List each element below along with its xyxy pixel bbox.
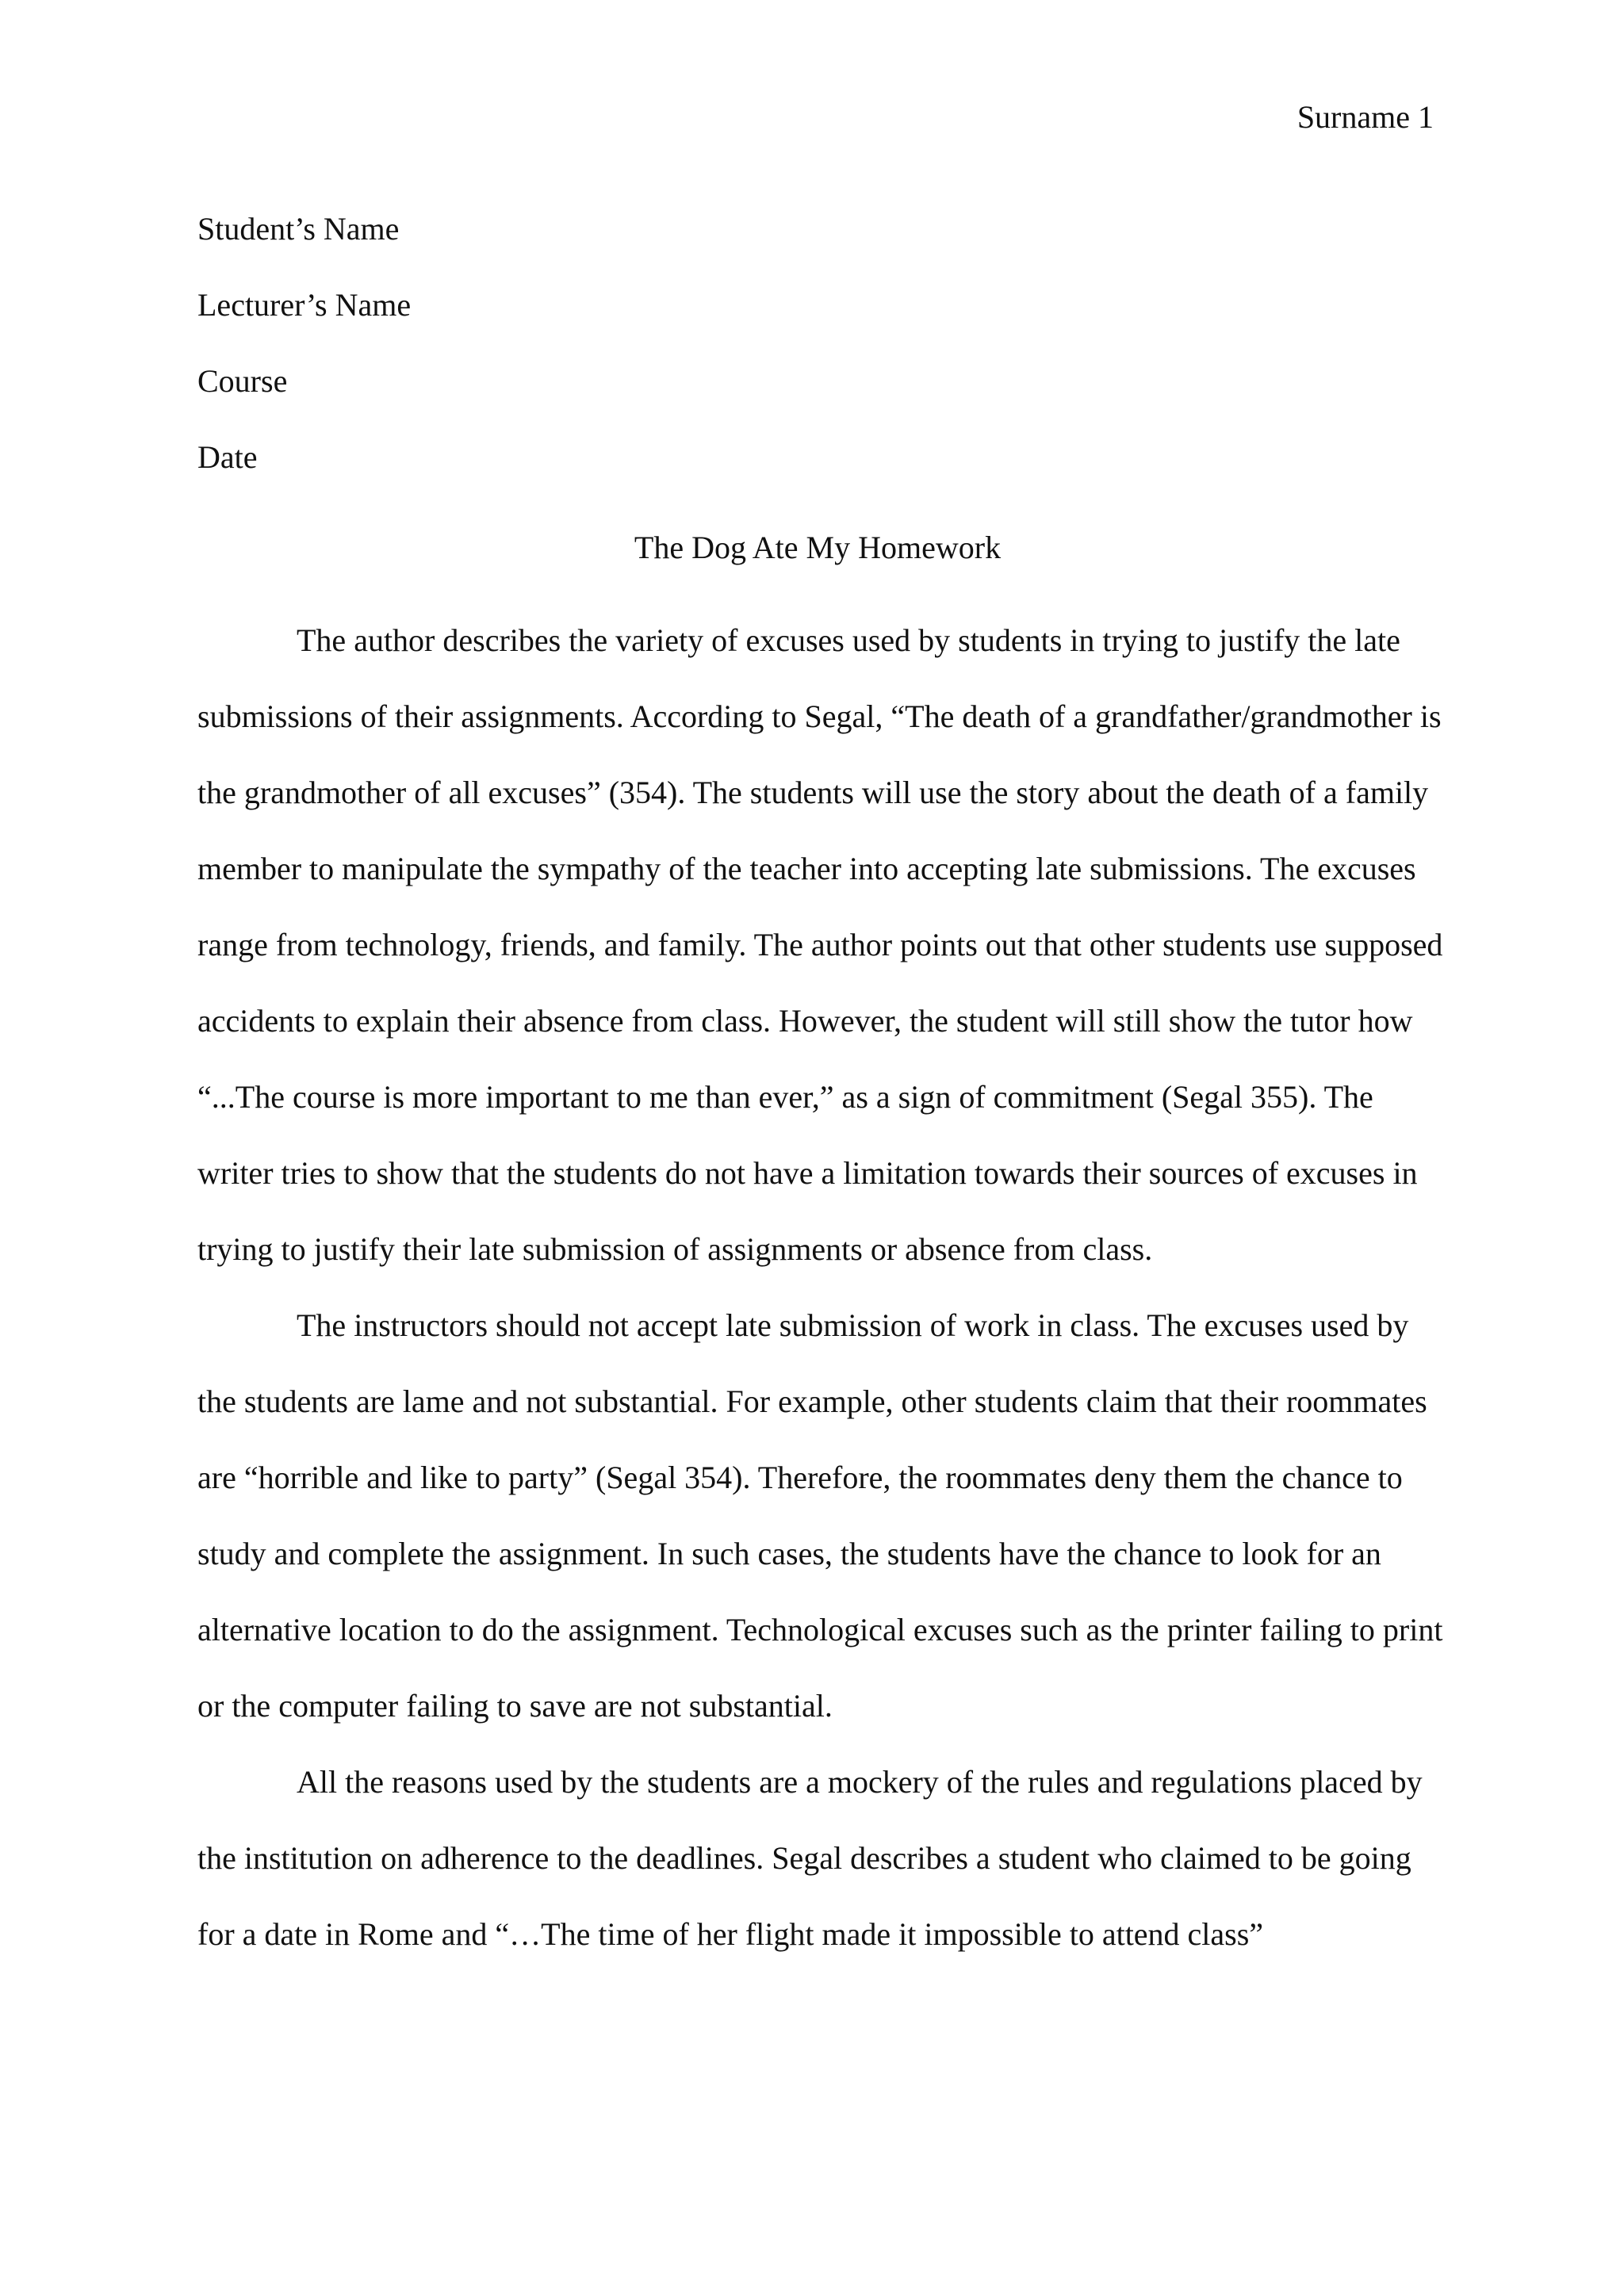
essay-body <box>197 603 1444 1973</box>
lecturer-name: Lecturer’s Name <box>197 287 412 323</box>
course: Course <box>197 363 288 399</box>
paragraph: All the reasons used by the students are a mockery of the rules and regulations placed by the institution on adherence to the deadlines. Segal describes a student who claimed to be going for a date in Rome and “…The time of her flight made it impossible to attend class” <box>197 1764 1423 1952</box>
date: Date <box>197 439 258 475</box>
running-head: Surname 1 <box>1297 99 1434 135</box>
paragraph: The instructors should not accept late submission of work in class. The excuses used by the students are lame and not substantial. For example, other students claim that their roommates are “horrible and like to party” (Segal 354). Therefore, the roommates deny them the chance to study and complete the assignment. In such cases, the students have the chance to look for an alternative location to do the assignment. Technological excuses such as the printer failing to print or the computer failing to save are not substantial. <box>197 1307 1443 1724</box>
paragraph: The author describes the variety of excuses used by students in trying to justify the late submissions of their assignments. According to Segal, “The death of a grandfather/grandmother is the grandmother of all excuses” (354). The students will use the story about the death of a family member to manipulate the sympathy of the teacher into accepting late submissions. The excuses range from technology, friends, and family. The author points out that other students use supposed accidents to explain their absence from class. However, the student will still show the tutor how “...The course is more important to me than ever,” as a sign of commitment (Segal 355). The writer tries to show that the students do not have a limitation towards their sources of excuses in trying to justify their late submission of assignments or absence from class. <box>197 622 1443 1267</box>
student-name: Student’s Name <box>197 211 400 247</box>
essay-title: The Dog Ate My Homework <box>634 530 1002 565</box>
heading-block <box>197 209 1434 513</box>
